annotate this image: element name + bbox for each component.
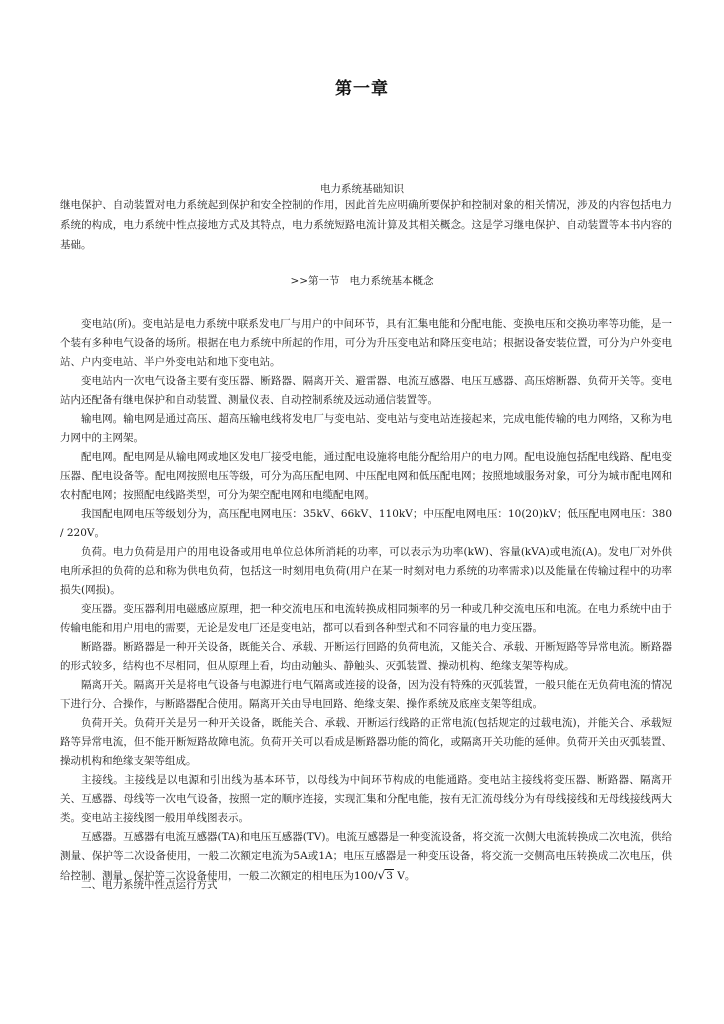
instrument-transformer-text: 互感器。互感器有电流互感器(TA)和电压互感器(TV)。电流互感器是一种变流设备，将交流一次侧大电流转换成二次电流，供给测量、保护等二次设备使用，一般二次额定电流为5A或1A；电压互感器是一种变压设备，将交流一交侧高电压转换成二次电压，供给控制、测量、保护等二次设备使用，一般二次额定的相电压为100/ [60,831,672,882]
paragraph-disconnector: 隔离开关。隔离开关是将电气设备与电源进行电气隔离或连接的设备，因为没有特殊的灭弧装置，一般只能在无负荷电流的情况下进行分、合操作，与断路器配合使用。隔离开关由导电回路、绝缘支架、操作系统及底座支架等组成。 [60,679,672,710]
neutral-point-heading: 二、电力系统中性点运行方式 [81,879,218,891]
paragraph-circuit-breaker: 断路器。断路器是一种开关设备，既能关合、承载、开断运行回路的负荷电流，又能关合、承载、开断短路等异常电流。断路器的形式较多，结构也不尽相同，但从原理上看，均由动触头、静触头、灭弧装置、操动机构、绝缘支架等构成。 [60,641,672,672]
chapter-title: 第一章 [335,79,389,99]
paragraph-distribution-network: 配电网。配电网是从输电网或地区发电厂接受电能，通过配电设施将电能分配给用户的电力网。配电设施包括配电线路、配电变压器、配电设备等。配电网按照电压等级，可分为高压配电网、中压配电网和低压配电网；按照地域服务对象，可分为城市配电网和农村配电网；按照配电线路类型，可分为架空配电网和电缆配电网。 [60,451,672,501]
paragraph-transformer: 变压器。变压器利用电磁感应原理，把一种交流电压和电流转换成相同频率的另一种或几种交流电压和电流。在电力系统中由于传输电能和用户用电的需要，无论是发电厂还是变电站，都可以看到各种型式和不同容量的电力变压器。 [60,603,672,634]
paragraph-load: 负荷。电力负荷是用户的用电设备或用电单位总体所消耗的功率，可以表示为功率(kW)、容量(kVA)或电流(A)。发电厂对外供电所承担的负荷的总和称为供电负荷，包括这一时刻用电负荷(用户在某一时刻对电力系统的功率需求)以及能量在传输过程中的功率损失(网损)。 [60,546,672,596]
paragraph-transmission-network: 输电网。输电网是通过高压、超高压输电线将发电厂与变电站、变电站与变电站连接起来，完成电能传输的电力网络，又称为电力网中的主网架。 [60,413,672,444]
subsection-heading: >>第一节 电力系统基本概念 [290,275,434,287]
body-text [60,315,672,886]
square-root-symbol: √ [377,868,386,882]
section-heading: 电力系统基础知识 [320,183,404,195]
paragraph-main-wiring: 主接线。主接线是以电源和引出线为基本环节，以母线为中间环节构成的电能通路。变电站主接线将变压器、断路器、隔离开关、互感器、母线等一次电气设备，按照一定的顺序连接，实现汇集和分配电能，按有无汇流母线分为有母线接线和无母线接线两大类。变电站主接线图一般用单线图表示。 [60,774,672,824]
paragraph-voltage-levels: 我国配电网电压等级划分为，高压配电网电压：35kV、66kV、110kV；中压配电网电压：10(20)kV；低压配电网电压：380 / 220V。 [60,508,672,539]
square-root-value: 3 [386,870,393,882]
paragraph-load-switch: 负荷开关。负荷开关是另一种开关设备，既能关合、承载、开断运行线路的正常电流(包括规定的过载电流)，并能关合、承载短路等异常电流，但不能开断短路故障电流。负荷开关可以看成是断路器功能的简化，或隔离开关功能的延伸。负荷开关由灭弧装置、操动机构和绝缘支架等组成。 [60,717,672,767]
voltage-unit: V。 [393,870,416,882]
intro-paragraph: 继电保护、自动装置对电力系统起到保护和安全控制的作用，因此首先应明确所要保护和控制对象的相关情况，涉及的内容包括电力系统的构成，电力系统中性点接地方式及其特点，电力系统短路电流计算及其相关概念。这是学习继电保护、自动装置等本书内容的基础。 [60,199,672,251]
paragraph-substation: 变电站(所)。变电站是电力系统中联系发电厂与用户的中间环节，具有汇集电能和分配电能、变换电压和交换功率等功能，是一个装有多种电气设备的场所。根据在电力系统中所起的作用，可分为升压变电站和降压变电站；根据设备安装位置，可分为户外变电站、户内变电站、半户外变电站和地下变电站。 [60,318,672,368]
paragraph-substation-equipment: 变电站内一次电气设备主要有变压器、断路器、隔离开关、避雷器、电流互感器、电压互感器、高压熔断器、负荷开关等。变电站内还配备有继电保护和自动装置、测量仪表、自动控制系统及远动通信装置等。 [60,375,672,406]
